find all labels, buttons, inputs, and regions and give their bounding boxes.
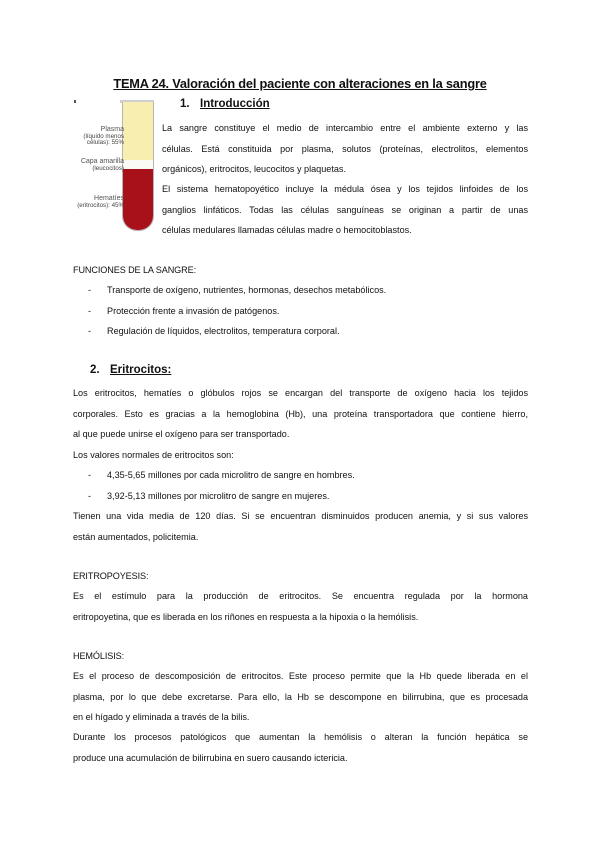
- eritropoyesis-paragraph: [73, 586, 528, 627]
- section-1-heading: [180, 98, 270, 110]
- figure-tick-mark: [74, 100, 76, 103]
- text-line: están aumentados, policitemia.: [73, 531, 199, 542]
- plasma-layer: [123, 102, 153, 160]
- hemolisis-paragraph-1: [73, 666, 528, 728]
- text-line: al que puede unirse el oxígeno para ser transportado.: [73, 429, 290, 439]
- intro-paragraph-2: [162, 179, 528, 241]
- section-2-number: 2.: [90, 364, 100, 376]
- text-line: en el hígado y eliminada a través de la bilis.: [73, 712, 250, 722]
- text-line: La sangre constituye el medio de intercambio entre el ambiente externo y las: [162, 123, 528, 133]
- text-line: produce una acumulación de bilirrubina en suero causando ictericia.: [73, 752, 348, 763]
- text-line: orgánicos), eritrocitos, leucocitos y plaquetas.: [162, 164, 346, 174]
- list-item: - Regulación de líquidos, electrolitos, temperatura corporal.: [88, 326, 340, 336]
- section-1-number: 1.: [180, 98, 190, 110]
- section-1-title: Introducción: [200, 98, 270, 110]
- text-line: células medulares llamadas células madre o hemocitoblastos.: [162, 225, 412, 235]
- plasma-label: Plasma: [100, 126, 124, 133]
- list-item-text: 3,92-5,13 millones por microlitro de sangre en mujeres.: [107, 490, 330, 501]
- text-line: Es el proceso de descomposición de eritrocitos. Este proceso permite que la Hb quede liberada en el: [73, 671, 528, 681]
- text-line: células. Está constituida por plasma, solutos (proteínas, electrolitos, elementos: [162, 143, 528, 154]
- list-item: - Transporte de oxígeno, nutrientes, hormonas, desechos metabólicos.: [88, 285, 387, 295]
- text-line: eritropoyetina, que es liberada en los riñones en respuesta a la hipoxia o la hemólisis.: [73, 611, 419, 622]
- list-item: - 4,35-5,65 millones por cada microlitro de sangre en hombres.: [88, 470, 355, 480]
- document-title: TEMA 24. Valoración del paciente con alteraciones en la sangre: [113, 76, 487, 91]
- valores-list: [73, 465, 533, 506]
- list-item: - 3,92-5,13 millones por microlitro de sangre en mujeres.: [88, 490, 330, 501]
- text-line: plasma, por lo que debe excretarse. Para ello, la Hb se descompone en bilirrubina, que es procesada: [73, 691, 528, 702]
- eritrocitos-paragraph-1: [73, 383, 528, 465]
- blood-tube-figure: [72, 100, 164, 240]
- list-item-text: Regulación de líquidos, electrolitos, temperatura corporal.: [107, 326, 340, 336]
- values-label: Los valores normales de eritrocitos son:: [73, 449, 234, 460]
- text-line: ganglios linfáticos. Todas las células sanguíneas se originan a partir de unas: [162, 204, 528, 215]
- list-item-text: Protección frente a invasión de patógenos.: [107, 305, 280, 316]
- section-2-title: Eritrocitos:: [110, 364, 172, 376]
- text-line: El sistema hematopoyético incluye la médula ósea y los tejidos linfoides de los: [162, 184, 528, 194]
- eritrocitos-paragraph-2: [73, 506, 528, 547]
- text-line: Durante los procesos patológicos que aumentan la hemólisis o alteran la función hepática se: [73, 732, 528, 742]
- eritropoyesis-label: ERITROPOYESIS:: [73, 571, 149, 581]
- buffy-coat-layer: [123, 160, 153, 169]
- buffy-coat-sub-label: (leucocitos): [92, 165, 124, 172]
- red-cell-layer: [123, 169, 153, 230]
- buffy-coat-label: Capa amarilla: [80, 158, 124, 165]
- plasma-sub-label-1: (líquido menos: [83, 133, 124, 140]
- funciones-list: [73, 280, 533, 342]
- text-line: Los eritrocitos, hematíes o glóbulos rojos se encargan del transporte de oxígeno hacia los tejidos: [73, 388, 528, 398]
- text-line: corporales. Esto es gracias a la hemoglobina (Hb), una proteína transportadora que contiene hierro,: [73, 408, 528, 419]
- hemolisis-label: HEMÓLISIS:: [73, 651, 125, 661]
- rbc-sub-label: (eritrocitos): 45%: [77, 202, 124, 209]
- text-line: Es el estímulo para la producción de eritrocitos. Se encuentra regulada por la hormona: [73, 591, 528, 601]
- section-2-heading: [90, 364, 171, 376]
- rbc-label: Hematíes: [94, 195, 124, 202]
- hemolisis-paragraph-2: [73, 727, 528, 768]
- intro-paragraph-1: [162, 118, 528, 180]
- funciones-label: FUNCIONES DE LA SANGRE:: [73, 265, 197, 275]
- list-item: - Protección frente a invasión de patógenos.: [88, 305, 280, 316]
- list-item-text: Transporte de oxígeno, nutrientes, hormonas, desechos metabólicos.: [107, 285, 387, 295]
- plasma-sub-label-2: células): 55%: [86, 139, 124, 146]
- blood-tube: [122, 102, 154, 231]
- list-item-text: 4,35-5,65 millones por cada microlitro de sangre en hombres.: [107, 470, 355, 480]
- text-line: Tienen una vida media de 120 días. Si se encuentran disminuidos producen anemia, y si sus valores: [73, 511, 528, 521]
